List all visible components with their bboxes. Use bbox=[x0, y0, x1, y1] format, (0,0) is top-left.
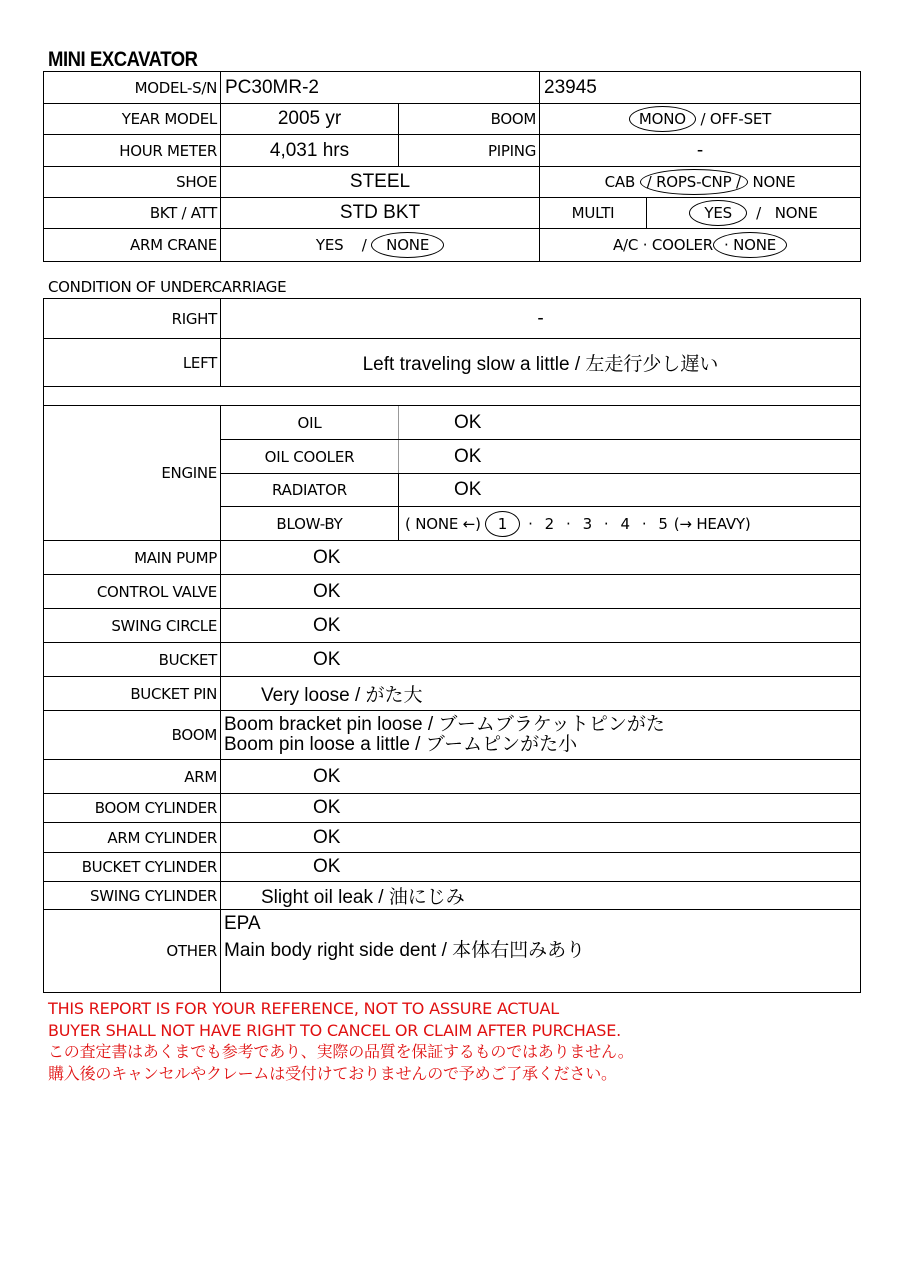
multi-selected-circle: YES bbox=[689, 200, 747, 226]
swing-cylinder-row bbox=[44, 882, 861, 910]
model-value: PC30MR-2 bbox=[221, 72, 540, 104]
other-label: OTHER bbox=[44, 910, 221, 993]
spec-table bbox=[43, 71, 861, 262]
year-value: 2005 yr bbox=[221, 104, 399, 135]
arm-cylinder-label: ARM CYLINDER bbox=[44, 823, 221, 853]
cab-other-option: NONE bbox=[752, 173, 796, 191]
other-row bbox=[44, 910, 861, 993]
arm-label: ARM bbox=[44, 760, 221, 794]
swing-circle-value: OK bbox=[221, 609, 861, 643]
disclaimer-line-4: 購入後のキャンセルやクレームは受付けておりませんので予めご了承ください。 bbox=[48, 1063, 617, 1083]
boom-type-options bbox=[540, 104, 861, 135]
main-pump-label: MAIN PUMP bbox=[44, 541, 221, 575]
disclaimer bbox=[48, 998, 634, 1084]
bucket-cylinder-row bbox=[44, 853, 861, 882]
control-valve-value: OK bbox=[221, 575, 861, 609]
boom-selected-circle: MONO bbox=[629, 106, 696, 132]
bucket-pin-row bbox=[44, 677, 861, 711]
multi-label: MULTI bbox=[540, 198, 647, 229]
arm-crane-yes-option: YES bbox=[315, 236, 344, 254]
spec-row-shoe bbox=[44, 167, 861, 198]
bucket-pin-label: BUCKET PIN bbox=[44, 677, 221, 711]
oil-label: OIL bbox=[221, 406, 399, 440]
boom-label: BOOM bbox=[44, 711, 221, 760]
blowby-suffix: (→ HEAVY) bbox=[673, 514, 751, 533]
arm-cylinder-value: OK bbox=[221, 823, 861, 853]
engine-label: ENGINE bbox=[44, 406, 221, 541]
bucket-label: BUCKET bbox=[44, 643, 221, 677]
left-value: Left traveling slow a little / 左走行少し遅い bbox=[221, 339, 861, 387]
shoe-value: STEEL bbox=[221, 167, 540, 198]
spec-row-bkt bbox=[44, 198, 861, 229]
blowby-level-3: 3 bbox=[582, 514, 592, 533]
other-line-1: EPA bbox=[224, 913, 261, 934]
undercarriage-left-row bbox=[44, 339, 861, 387]
boom-type-label: BOOM bbox=[399, 104, 540, 135]
ac-cooler-label: A/C · COOLER bbox=[612, 236, 713, 254]
bucket-pin-value: Very loose / がた大 bbox=[221, 677, 861, 711]
oil-cooler-value: OK bbox=[399, 440, 861, 474]
boom-cylinder-row bbox=[44, 794, 861, 823]
main-pump-row bbox=[44, 541, 861, 575]
engine-oil-row bbox=[44, 406, 861, 440]
multi-options bbox=[647, 198, 861, 229]
bkt-att-label: BKT / ATT bbox=[44, 198, 221, 229]
blowby-prefix: ( NONE ←) bbox=[405, 514, 481, 533]
oil-value: OK bbox=[399, 406, 861, 440]
spec-row-hours bbox=[44, 135, 861, 167]
blowby-level-2: 2 bbox=[544, 514, 554, 533]
undercarriage-right-row bbox=[44, 299, 861, 339]
condition-table bbox=[43, 298, 861, 993]
spec-row-model bbox=[44, 72, 861, 104]
piping-label: PIPING bbox=[399, 135, 540, 167]
bkt-att-value: STD BKT bbox=[221, 198, 540, 229]
swing-circle-row bbox=[44, 609, 861, 643]
spec-row-year bbox=[44, 104, 861, 135]
right-label: RIGHT bbox=[44, 299, 221, 339]
blowby-scale: ( NONE ←) 1 · 2 · 3 · 4 · 5 (→ HEAVY) bbox=[399, 507, 861, 541]
arm-crane-separator: / bbox=[361, 236, 367, 254]
radiator-label: RADIATOR bbox=[221, 474, 399, 507]
bucket-value: OK bbox=[221, 643, 861, 677]
year-label: YEAR MODEL bbox=[44, 104, 221, 135]
arm-value: OK bbox=[221, 760, 861, 794]
arm-cylinder-row bbox=[44, 823, 861, 853]
hour-meter-label: HOUR METER bbox=[44, 135, 221, 167]
serial-value: 23945 bbox=[540, 72, 861, 104]
boom-cylinder-label: BOOM CYLINDER bbox=[44, 794, 221, 823]
arm-crane-label: ARM CRANE bbox=[44, 229, 221, 262]
boom-row bbox=[44, 711, 861, 760]
boom-other-option: OFF-SET bbox=[709, 110, 772, 128]
undercarriage-heading: CONDITION OF UNDERCARRIAGE bbox=[48, 278, 287, 296]
boom-line-2: Boom pin loose a little / ブームピンがた小 bbox=[224, 734, 578, 755]
shoe-label: SHOE bbox=[44, 167, 221, 198]
cab-label: CAB bbox=[604, 173, 636, 191]
boom-cylinder-value: OK bbox=[221, 794, 861, 823]
blowby-level-5: 5 bbox=[658, 514, 668, 533]
multi-other-option: NONE bbox=[774, 204, 818, 222]
blowby-selected-circle: 1 bbox=[485, 511, 520, 537]
spacer-row bbox=[44, 387, 861, 406]
swing-circle-label: SWING CIRCLE bbox=[44, 609, 221, 643]
model-sn-label: MODEL-S/N bbox=[44, 72, 221, 104]
bucket-cylinder-value: OK bbox=[221, 853, 861, 882]
arm-crane-options bbox=[221, 229, 540, 262]
boom-line-1: Boom bracket pin loose / ブームブラケットピンがた bbox=[224, 714, 665, 735]
other-value bbox=[221, 910, 861, 993]
blowby-level-4: 4 bbox=[620, 514, 630, 533]
bucket-cylinder-label: BUCKET CYLINDER bbox=[44, 853, 221, 882]
cab-selected-circle: / ROPS-CNP / bbox=[640, 169, 748, 195]
ac-cooler-selected-circle: · NONE bbox=[713, 232, 787, 258]
arm-row bbox=[44, 760, 861, 794]
other-line-2: Main body right side dent / 本体右凹みあり bbox=[224, 940, 586, 961]
boom-value bbox=[221, 711, 861, 760]
disclaimer-line-2: BUYER SHALL NOT HAVE RIGHT TO CANCEL OR CLAIM AFTER PURCHASE. bbox=[48, 1020, 622, 1040]
oil-cooler-label: OIL COOLER bbox=[221, 440, 399, 474]
control-valve-label: CONTROL VALVE bbox=[44, 575, 221, 609]
arm-crane-selected-circle: NONE bbox=[371, 232, 444, 258]
page-title: MINI EXCAVATOR bbox=[48, 48, 198, 71]
disclaimer-line-3: この査定書はあくまでも参考であり、実際の品質を保証するものではありません。 bbox=[48, 1042, 634, 1061]
boom-separator: / bbox=[700, 110, 706, 128]
multi-separator: / bbox=[756, 204, 761, 222]
control-valve-row bbox=[44, 575, 861, 609]
main-pump-value: OK bbox=[221, 541, 861, 575]
blowby-label: BLOW-BY bbox=[221, 507, 399, 541]
spec-row-arm-crane bbox=[44, 229, 861, 262]
right-value: - bbox=[221, 299, 861, 339]
hour-meter-value: 4,031 hrs bbox=[221, 135, 399, 167]
radiator-value: OK bbox=[399, 474, 861, 507]
ac-cooler-options bbox=[540, 229, 861, 262]
swing-cylinder-label: SWING CYLINDER bbox=[44, 882, 221, 910]
piping-value: - bbox=[540, 135, 861, 167]
bucket-row bbox=[44, 643, 861, 677]
cab-options bbox=[540, 167, 861, 198]
left-label: LEFT bbox=[44, 339, 221, 387]
swing-cylinder-value: Slight oil leak / 油にじみ bbox=[221, 882, 861, 910]
disclaimer-line-1: THIS REPORT IS FOR YOUR REFERENCE, NOT TO ASSURE ACTUAL bbox=[48, 999, 559, 1018]
